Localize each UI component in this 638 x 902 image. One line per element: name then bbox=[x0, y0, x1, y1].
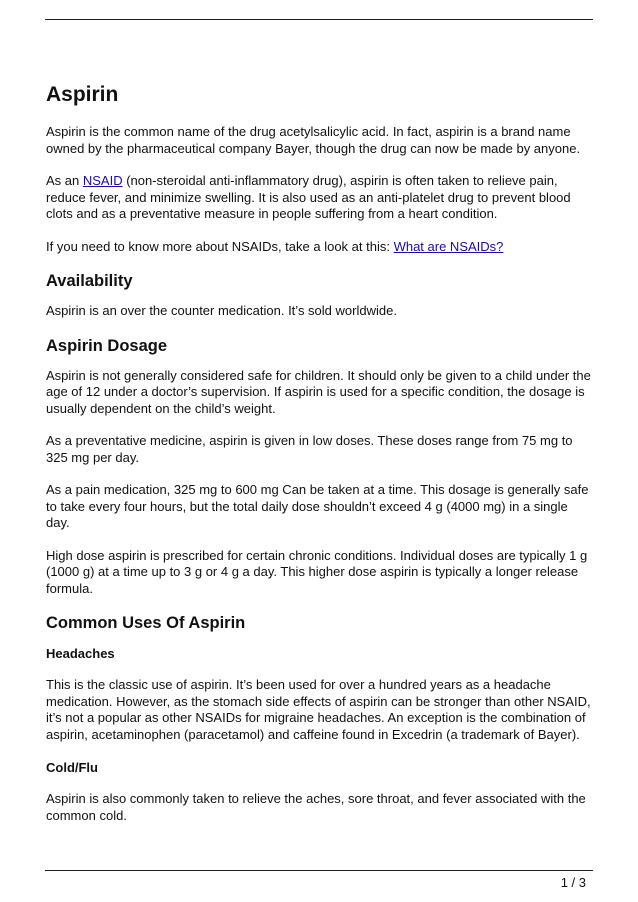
more-info-paragraph bbox=[46, 239, 594, 256]
footer-rule bbox=[45, 870, 593, 871]
headaches-heading: Headaches bbox=[46, 646, 115, 661]
more-info-pre-text: If you need to know more about NSAIDs, take a look at this: bbox=[46, 238, 394, 254]
cold-flu-paragraph: Aspirin is also commonly taken to relieve the aches, sore throat, and fever associated with the common cold. bbox=[46, 791, 586, 823]
dosage-paragraph-pain: As a pain medication, 325 mg to 600 mg Can be taken at a time. This dosage is generally safe to take every four hours, but the total daily dose shouldn’t exceed 4 g (4000 mg) in a single day. bbox=[46, 482, 589, 530]
header-rule bbox=[45, 19, 593, 20]
availability-heading: Availability bbox=[46, 272, 133, 290]
dosage-paragraph-preventative: As a preventative medicine, aspirin is given in low doses. These doses range from 75 mg to 325 mg per day. bbox=[46, 433, 573, 465]
nsaid-post-text: (non-steroidal anti-inflammatory drug), aspirin is often taken to relieve pain, reduce fever, and minimize swelling. It is also used as an anti-platelet drug to prevent blood clots and as a preventative measure in people suffering from a heart condition. bbox=[46, 173, 571, 221]
intro-paragraph: Aspirin is the common name of the drug acetylsalicylic acid. In fact, aspirin is a brand name owned by the pharmaceutical company Bayer, though the drug can now be made by anyone. bbox=[46, 124, 581, 156]
nsaid-paragraph bbox=[46, 173, 594, 223]
nsaid-pre-text: As an bbox=[46, 173, 83, 188]
document-body bbox=[46, 82, 594, 840]
uses-heading: Common Uses Of Aspirin bbox=[46, 614, 246, 632]
availability-paragraph: Aspirin is an over the counter medication. It’s sold worldwide. bbox=[46, 303, 397, 318]
cold-flu-heading: Cold/Flu bbox=[46, 760, 98, 775]
what-are-nsaids-link[interactable]: What are NSAIDs? bbox=[393, 238, 504, 254]
dosage-paragraph-high-dose: High dose aspirin is prescribed for certain chronic conditions. Individual doses are typically 1 g (1000 g) at a time up to 3 g or 4 g a day. This higher dose aspirin is typically a longer release formula. bbox=[46, 547, 588, 596]
page-number: 1 / 3 bbox=[560, 875, 586, 890]
dosage-paragraph-children: Aspirin is not generally considered safe for children. It should only be given to a child under the age of 12 under a doctor’s supervision. If aspirin is used for a specific condition, the dosage is usually dependent on the child’s weight. bbox=[46, 367, 591, 416]
nsaid-link[interactable]: NSAID bbox=[82, 173, 123, 188]
headaches-paragraph: This is the classic use of aspirin. It’s been used for over a hundred years as a headache medication. However, as the stomach side effects of aspirin can be stronger than other NSAID, it’s not a popular as other NSAIDs for migraine headaches. An exception is the combination of aspirin, acetaminophen (paracetamol) and caffeine found in Excedrin (a trademark of Bayer). bbox=[46, 677, 591, 742]
page-title: Aspirin bbox=[46, 83, 119, 106]
dosage-heading: Aspirin Dosage bbox=[46, 336, 168, 355]
